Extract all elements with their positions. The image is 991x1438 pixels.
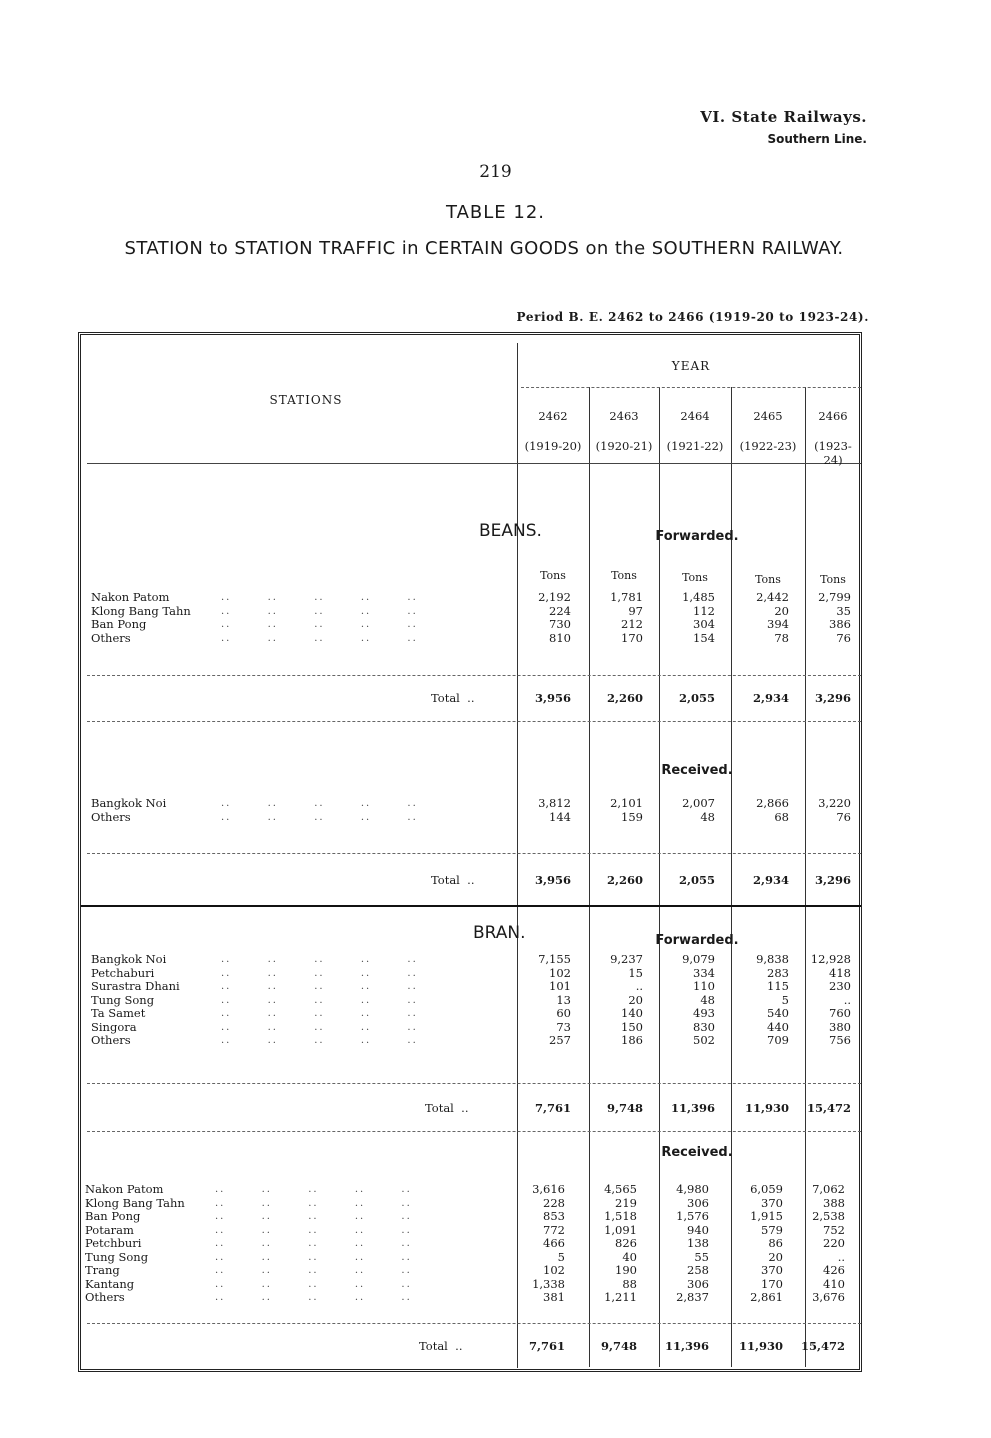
table-row — [85, 1291, 861, 1305]
cell-value: 2,837 — [676, 1290, 709, 1304]
station-name: Others — [91, 1033, 131, 1047]
cell-value: 760 — [829, 1006, 851, 1020]
total-label: Total .. — [431, 691, 475, 705]
table-row — [85, 1210, 861, 1224]
table-row — [85, 1251, 861, 1265]
cell-value: 186 — [621, 1033, 643, 1047]
leader-dots: .. .. .. .. .. — [215, 1184, 412, 1195]
station-name: Klong Bang Tahn — [91, 603, 191, 618]
cell-value: 9,237 — [610, 952, 643, 966]
cell-value: 709 — [767, 1033, 789, 1047]
beans-received-total-row — [91, 873, 861, 889]
cell-value: .. — [843, 992, 851, 1007]
cell-value: 258 — [687, 1263, 709, 1277]
cell-value: 76 — [836, 630, 851, 645]
line-subtitle: Southern Line. — [767, 132, 867, 146]
cell-value: 3,676 — [812, 1290, 845, 1304]
total-value: 11,396 — [670, 1101, 715, 1115]
table-row — [91, 967, 861, 981]
cell-value: 170 — [761, 1276, 783, 1291]
cell-value: 219 — [615, 1195, 637, 1210]
cell-value: 306 — [687, 1276, 709, 1291]
cell-value: 112 — [693, 603, 715, 618]
leader-dots: .. .. .. .. .. — [221, 619, 418, 630]
divider — [81, 905, 861, 907]
table-row — [91, 994, 861, 1008]
cell-value: 418 — [829, 965, 851, 980]
bran-received-total-row — [85, 1339, 861, 1355]
table-row — [91, 605, 861, 619]
beans-forwarded-label: Forwarded. — [655, 529, 739, 544]
station-name: Trang — [85, 1263, 120, 1277]
cell-value: 1,518 — [604, 1209, 637, 1223]
table-row — [85, 1183, 861, 1197]
table-row — [85, 1264, 861, 1278]
table-row — [91, 1034, 861, 1048]
leader-dots: .. .. .. .. .. — [215, 1278, 412, 1290]
page-number: 219 — [479, 162, 512, 182]
section-title: VI. State Railways. — [700, 108, 867, 126]
cell-value: 228 — [543, 1195, 565, 1210]
station-name: Petchburi — [85, 1236, 142, 1250]
total-value: 7,761 — [534, 1101, 571, 1115]
cell-value: 144 — [549, 809, 571, 824]
divider — [87, 675, 861, 676]
total-value: 7,761 — [528, 1339, 565, 1353]
cell-value: 12,928 — [810, 952, 851, 966]
total-value: 3,296 — [814, 691, 851, 705]
cell-value: 102 — [549, 965, 571, 980]
leader-dots: .. .. .. .. .. — [221, 1008, 418, 1019]
cell-value: 466 — [543, 1236, 565, 1250]
leader-dots: .. .. .. .. .. — [215, 1251, 412, 1263]
total-label: Total .. — [425, 1101, 469, 1115]
leader-dots: .. .. .. .. .. — [221, 798, 418, 809]
cell-value: 40 — [622, 1249, 637, 1264]
leader-dots: .. .. .. .. .. — [215, 1292, 412, 1303]
cell-value: 440 — [767, 1019, 789, 1034]
traffic-table — [78, 332, 862, 1372]
total-value: 2,055 — [678, 873, 715, 887]
cell-value: 2,101 — [610, 796, 643, 810]
unit-label: Tons — [820, 573, 846, 586]
table-row — [91, 618, 861, 632]
total-value: 11,396 — [664, 1339, 709, 1353]
leader-dots: .. .. .. .. .. — [215, 1238, 412, 1249]
total-value: 15,472 — [806, 1101, 851, 1115]
cell-value: 230 — [829, 979, 851, 993]
cell-value: 1,091 — [604, 1222, 637, 1237]
leader-dots: .. .. .. .. .. — [221, 981, 418, 992]
table-row — [91, 591, 861, 605]
cell-value: 220 — [823, 1236, 845, 1250]
cell-value: 9,079 — [682, 952, 715, 966]
bran-received-rows — [85, 1183, 861, 1305]
cell-value: 3,220 — [818, 796, 851, 810]
total-value: 2,934 — [752, 691, 789, 705]
leader-dots: .. .. .. .. .. — [215, 1265, 412, 1276]
cell-value: 35 — [836, 603, 851, 618]
table-row — [85, 1197, 861, 1211]
cell-value: 381 — [543, 1290, 565, 1304]
cell-value: 154 — [693, 630, 715, 645]
station-name: Kantang — [85, 1276, 135, 1291]
cell-value: 86 — [768, 1236, 783, 1250]
cell-value: 4,565 — [604, 1182, 637, 1196]
divider — [87, 721, 861, 722]
table-name: TABLE 12. — [445, 202, 545, 223]
cell-value: 830 — [693, 1019, 715, 1034]
cell-value: 940 — [687, 1222, 709, 1237]
cell-value: 2,799 — [818, 590, 851, 604]
cell-value: 9,838 — [756, 952, 789, 966]
station-name: Ban Pong — [91, 617, 147, 631]
unit-label: Tons — [540, 569, 566, 582]
cell-value: 2,442 — [756, 590, 789, 604]
cell-value: 68 — [774, 809, 789, 824]
bran-received-label: Received. — [661, 1145, 733, 1160]
cell-value: .. — [837, 1249, 845, 1264]
total-value: 2,934 — [752, 873, 789, 887]
cell-value: 388 — [823, 1195, 845, 1210]
station-name: Surastra Dhani — [91, 979, 180, 993]
section-header — [700, 108, 867, 146]
cell-value: 380 — [829, 1019, 851, 1034]
stations-header: STATIONS — [269, 393, 343, 407]
beans-forwarded-total-row — [91, 691, 861, 707]
cell-value: 257 — [549, 1033, 571, 1047]
cell-value: 48 — [700, 809, 715, 824]
leader-dots: .. .. .. .. .. — [215, 1224, 412, 1236]
cell-value: 502 — [693, 1033, 715, 1047]
table-row — [91, 797, 861, 811]
cell-value: 97 — [628, 603, 643, 618]
cell-value: 2,007 — [682, 796, 715, 810]
leader-dots: .. .. .. .. .. — [221, 954, 418, 965]
total-value: 3,956 — [534, 691, 571, 705]
year-column-header: 2465 (1922-23) — [739, 409, 797, 453]
leader-dots: .. .. .. .. .. — [221, 1035, 418, 1046]
station-name: Others — [91, 809, 131, 824]
cell-value: 76 — [836, 809, 851, 824]
cell-value: 20 — [768, 1249, 783, 1264]
cell-value: 386 — [829, 617, 851, 631]
station-name: Nakon Patom — [85, 1182, 164, 1196]
cell-value: 752 — [823, 1222, 845, 1237]
table-row — [91, 1007, 861, 1021]
station-name: Potaram — [85, 1222, 134, 1237]
divider — [87, 1083, 861, 1084]
total-value: 9,748 — [606, 1101, 643, 1115]
table-row — [91, 953, 861, 967]
cell-value: 2,861 — [750, 1290, 783, 1304]
cell-value: 4,980 — [676, 1182, 709, 1196]
leader-dots: .. .. .. .. .. — [215, 1197, 412, 1209]
total-value: 3,956 — [534, 873, 571, 887]
cell-value: 1,211 — [604, 1290, 637, 1304]
divider — [521, 387, 861, 388]
cell-value: 772 — [543, 1222, 565, 1237]
cell-value: 88 — [622, 1276, 637, 1291]
cell-value: 826 — [615, 1236, 637, 1250]
table-row — [91, 1021, 861, 1035]
cell-value: 7,155 — [538, 952, 571, 966]
divider — [87, 1131, 861, 1132]
cell-value: 370 — [761, 1263, 783, 1277]
commodity-label-bran: BRAN. — [473, 923, 526, 943]
unit-label: Tons — [755, 573, 781, 586]
cell-value: 3,812 — [538, 796, 571, 810]
cell-value: 304 — [693, 617, 715, 631]
year-column-header: 2462 (1919-20) — [524, 409, 582, 453]
cell-value: 15 — [628, 965, 643, 980]
year-column-header: 2464 (1921-22) — [666, 409, 724, 453]
divider — [87, 1323, 861, 1324]
cell-value: 60 — [556, 1006, 571, 1020]
table-row — [91, 811, 861, 825]
cell-value: 283 — [767, 965, 789, 980]
station-name: Bangkok Noi — [91, 796, 167, 810]
cell-value: 6,059 — [750, 1182, 783, 1196]
cell-value: 101 — [549, 979, 571, 993]
total-value: 2,055 — [678, 691, 715, 705]
cell-value: 212 — [621, 617, 643, 631]
cell-value: 810 — [549, 630, 571, 645]
table-row — [85, 1224, 861, 1238]
cell-value: 150 — [621, 1019, 643, 1034]
cell-value: .. — [635, 979, 643, 993]
cell-value: 2,866 — [756, 796, 789, 810]
cell-value: 1,915 — [750, 1209, 783, 1223]
cell-value: 48 — [700, 992, 715, 1007]
station-name: Petchaburi — [91, 965, 155, 980]
station-name: Tung Song — [91, 992, 155, 1007]
cell-value: 190 — [615, 1263, 637, 1277]
total-value: 11,930 — [738, 1339, 783, 1353]
cell-value: 55 — [694, 1249, 709, 1264]
cell-value: 170 — [621, 630, 643, 645]
cell-value: 3,616 — [532, 1182, 565, 1196]
cell-value: 1,576 — [676, 1209, 709, 1223]
table-row — [91, 632, 861, 646]
cell-value: 730 — [549, 617, 571, 631]
total-value: 9,748 — [600, 1339, 637, 1353]
cell-value: 540 — [767, 1006, 789, 1020]
beans-forwarded-rows — [91, 591, 861, 645]
cell-value: 110 — [693, 979, 715, 993]
bran-forwarded-rows — [91, 953, 861, 1048]
cell-value: 115 — [767, 979, 789, 993]
cell-value: 410 — [823, 1276, 845, 1291]
table-row — [85, 1237, 861, 1251]
cell-value: 370 — [761, 1195, 783, 1210]
station-name: Others — [91, 630, 131, 645]
cell-value: 493 — [693, 1006, 715, 1020]
station-name: Nakon Patom — [91, 590, 170, 604]
leader-dots: .. .. .. .. .. — [215, 1211, 412, 1222]
cell-value: 140 — [621, 1006, 643, 1020]
total-label: Total .. — [419, 1339, 463, 1353]
total-value: 3,296 — [814, 873, 851, 887]
cell-value: 224 — [549, 603, 571, 618]
station-name: Bangkok Noi — [91, 952, 167, 966]
cell-value: 756 — [829, 1033, 851, 1047]
cell-value: 853 — [543, 1209, 565, 1223]
leader-dots: .. .. .. .. .. — [221, 967, 418, 979]
leader-dots: .. .. .. .. .. — [221, 1021, 418, 1033]
station-name: Klong Bang Tahn — [85, 1195, 185, 1210]
cell-value: 426 — [823, 1263, 845, 1277]
cell-value: 73 — [556, 1019, 571, 1034]
leader-dots: .. .. .. .. .. — [221, 632, 418, 644]
cell-value: 20 — [774, 603, 789, 618]
year-column-header: 2466 (1923-24) — [814, 409, 852, 467]
divider — [87, 463, 861, 464]
cell-value: 78 — [774, 630, 789, 645]
cell-value: 138 — [687, 1236, 709, 1250]
cell-value: 2,192 — [538, 590, 571, 604]
station-name: Ta Samet — [91, 1006, 146, 1020]
year-header: YEAR — [671, 359, 711, 373]
total-value: 2,260 — [606, 691, 643, 705]
station-name: Others — [85, 1290, 125, 1304]
cell-value: 13 — [556, 992, 571, 1007]
table-row — [91, 980, 861, 994]
total-value: 2,260 — [606, 873, 643, 887]
cell-value: 394 — [767, 617, 789, 631]
cell-value: 7,062 — [812, 1182, 845, 1196]
cell-value: 5 — [781, 992, 789, 1007]
leader-dots: .. .. .. .. .. — [221, 811, 418, 823]
unit-label: Tons — [611, 569, 637, 582]
cell-value: 159 — [621, 809, 643, 824]
unit-label: Tons — [682, 571, 708, 584]
beans-received-label: Received. — [661, 763, 733, 778]
cell-value: 5 — [557, 1249, 565, 1264]
cell-value: 1,338 — [532, 1276, 565, 1291]
cell-value: 20 — [628, 992, 643, 1007]
total-label: Total .. — [431, 873, 475, 887]
total-value: 15,472 — [800, 1339, 845, 1353]
cell-value: 579 — [761, 1222, 783, 1237]
leader-dots: .. .. .. .. .. — [221, 605, 418, 617]
cell-value: 102 — [543, 1263, 565, 1277]
bran-forwarded-total-row — [91, 1101, 861, 1117]
bran-forwarded-label: Forwarded. — [655, 933, 739, 948]
leader-dots: .. .. .. .. .. — [221, 994, 418, 1006]
year-column-header: 2463 (1920-21) — [595, 409, 653, 453]
station-name: Ban Pong — [85, 1209, 141, 1223]
cell-value: 334 — [693, 965, 715, 980]
station-name: Singora — [91, 1019, 137, 1034]
station-name: Tung Song — [85, 1249, 149, 1264]
total-value: 11,930 — [744, 1101, 789, 1115]
table-row — [85, 1278, 861, 1292]
divider — [87, 853, 861, 854]
cell-value: 1,781 — [610, 590, 643, 604]
commodity-label-beans: BEANS. — [479, 521, 542, 541]
period-note: Period B. E. 2462 to 2466 (1919-20 to 1923-24). — [516, 310, 869, 324]
cell-value: 306 — [687, 1195, 709, 1210]
leader-dots: .. .. .. .. .. — [221, 592, 418, 603]
cell-value: 2,538 — [812, 1209, 845, 1223]
beans-received-rows — [91, 797, 861, 824]
table-title: STATION to STATION TRAFFIC in CERTAIN GOODS on the SOUTHERN RAILWAY. — [124, 238, 844, 259]
cell-value: 1,485 — [682, 590, 715, 604]
